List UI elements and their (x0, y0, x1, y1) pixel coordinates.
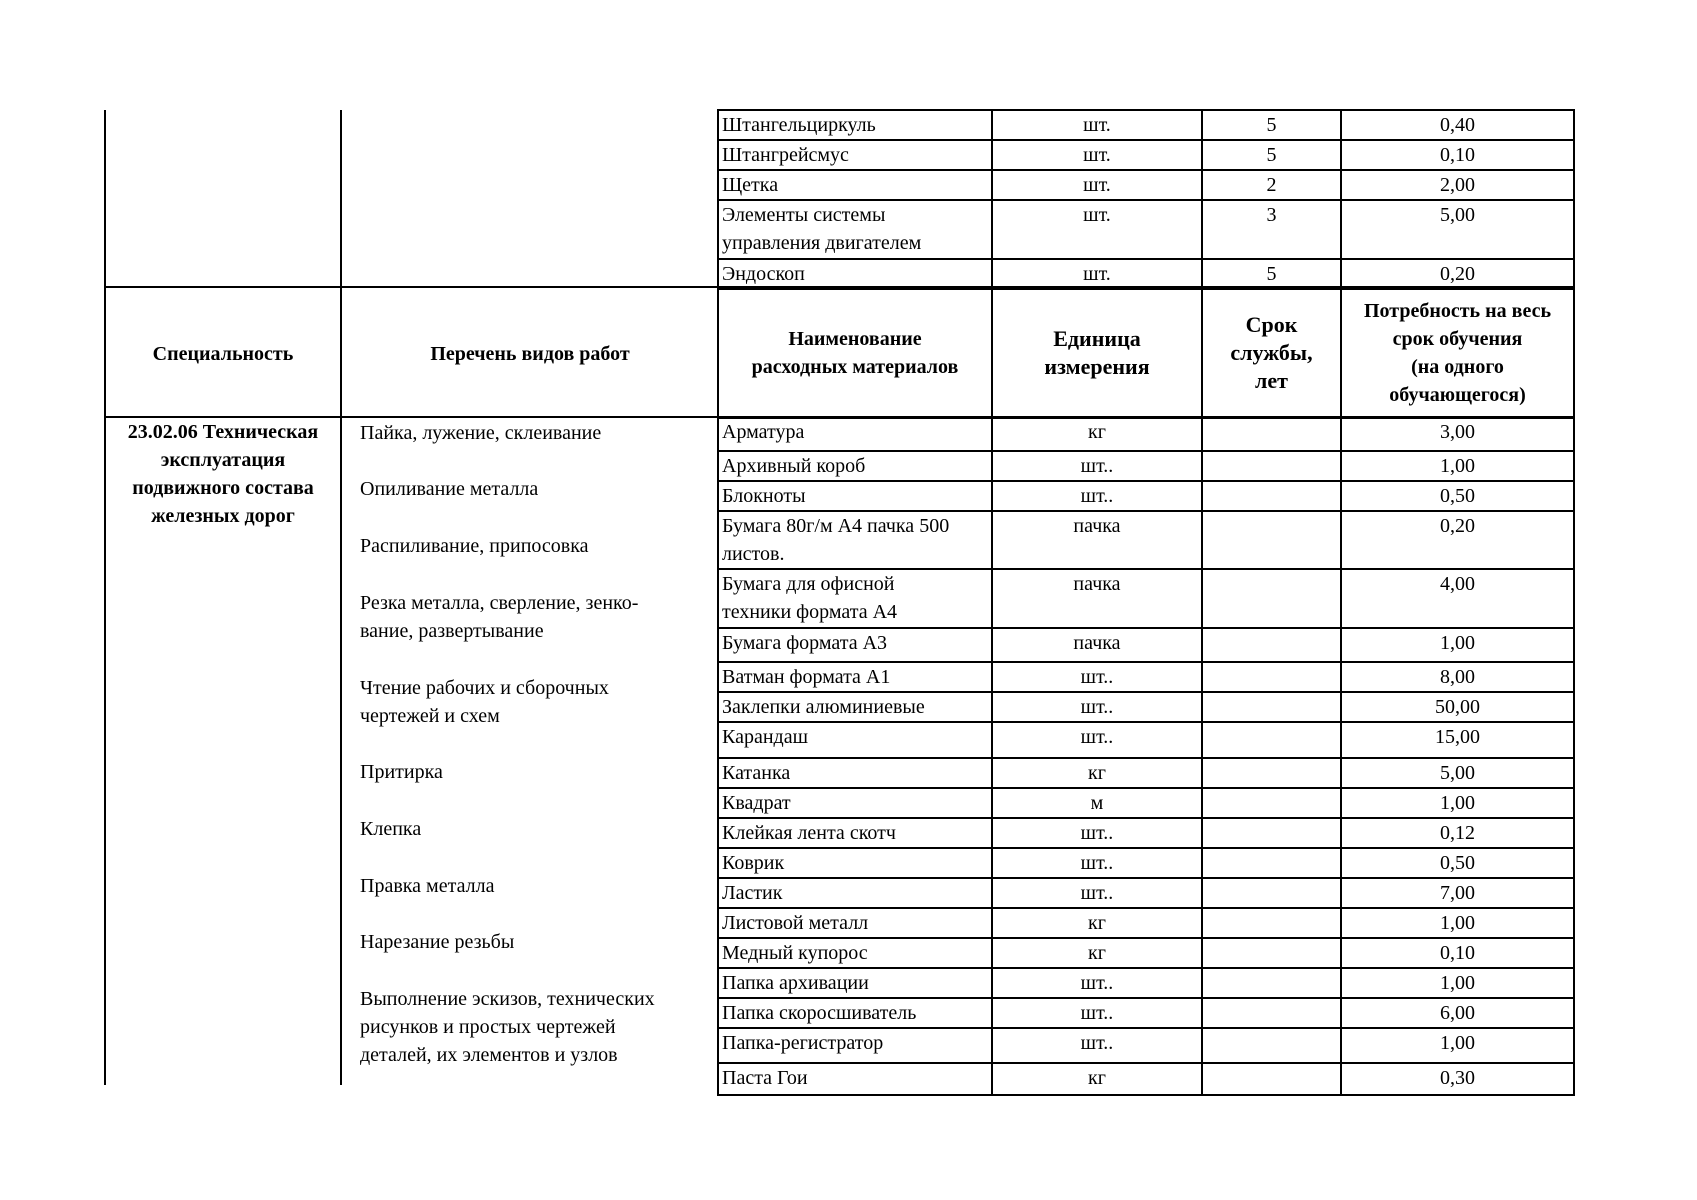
table-row (718, 818, 1574, 848)
life-cell: 2 (1202, 170, 1341, 200)
need-cell: 7,00 (1341, 878, 1574, 908)
life-cell (1202, 722, 1341, 758)
header-need (1341, 287, 1574, 418)
table-row (718, 417, 1574, 451)
header-specialty: Специальность (152, 343, 294, 365)
header-material (718, 287, 992, 418)
material-name: Заклепки алюминиевые (718, 692, 992, 722)
table-row (718, 140, 1574, 170)
unit-cell: шт. (992, 259, 1202, 289)
header-row (718, 287, 1574, 418)
material-name: Архивный короб (718, 451, 992, 481)
header-need-line: (на одного (1411, 355, 1504, 378)
work-item: Выполнение эскизов, технических (360, 988, 655, 1010)
material-name: Эндоскоп (718, 259, 992, 289)
table-row (718, 481, 1574, 511)
material-name (718, 569, 992, 628)
work-item: чертежей и схем (360, 705, 500, 727)
material-name: Штангрейсмус (718, 140, 992, 170)
need-cell: 6,00 (1341, 998, 1574, 1028)
work-item: Чтение рабочих и сборочных (360, 677, 609, 699)
specialty-cell (106, 418, 340, 530)
header-top-border-left (104, 286, 718, 288)
unit-cell: пачка (992, 628, 1202, 662)
table-row (718, 259, 1574, 289)
material-name: Клейкая лента скотч (718, 818, 992, 848)
unit-cell: шт.. (992, 481, 1202, 511)
unit-cell: шт.. (992, 848, 1202, 878)
life-cell (1202, 481, 1341, 511)
life-cell: 5 (1202, 110, 1341, 140)
table-row (718, 170, 1574, 200)
table-row (718, 110, 1574, 140)
table-row (718, 569, 1574, 628)
specialty-line: 23.02.06 Техническая (127, 421, 319, 443)
need-cell: 4,00 (1341, 569, 1574, 628)
table-row (718, 511, 1574, 569)
table-row (718, 1028, 1574, 1063)
material-name-line: техники формата А4 (722, 601, 898, 623)
need-cell: 0,20 (1341, 259, 1574, 289)
material-name: Карандаш (718, 722, 992, 758)
work-item: Нарезание резьбы (360, 931, 515, 953)
header-need-line: обучающегося) (1389, 383, 1526, 406)
life-cell (1202, 788, 1341, 818)
unit-cell: кг (992, 1063, 1202, 1095)
need-cell: 0,12 (1341, 818, 1574, 848)
unit-cell: шт. (992, 140, 1202, 170)
life-cell (1202, 908, 1341, 938)
work-item: Притирка (360, 761, 443, 783)
unit-cell: кг (992, 758, 1202, 788)
need-cell: 0,10 (1341, 140, 1574, 170)
life-cell (1202, 998, 1341, 1028)
need-cell: 0,50 (1341, 848, 1574, 878)
work-item: вание, развертывание (360, 620, 544, 642)
table-row (718, 451, 1574, 481)
table-row (718, 758, 1574, 788)
work-item: Опиливание металла (360, 478, 539, 500)
unit-cell: кг (992, 938, 1202, 968)
unit-cell: шт.. (992, 692, 1202, 722)
header-life-line: службы, (1230, 339, 1313, 365)
life-cell (1202, 758, 1341, 788)
material-name-line: Бумага 80г/м А4 пачка 500 (722, 515, 950, 537)
unit-cell: шт.. (992, 968, 1202, 998)
table-row (718, 848, 1574, 878)
need-cell: 1,00 (1341, 1028, 1574, 1063)
material-name: Блокноты (718, 481, 992, 511)
work-item: Правка металла (360, 875, 495, 897)
material-name-line: Элементы системы (722, 204, 886, 226)
table-left-border (104, 110, 106, 1085)
life-cell (1202, 569, 1341, 628)
life-cell: 5 (1202, 259, 1341, 289)
work-item: Клепка (360, 818, 422, 840)
life-cell (1202, 511, 1341, 569)
need-cell: 0,30 (1341, 1063, 1574, 1095)
need-cell: 3,00 (1341, 417, 1574, 451)
unit-cell: пачка (992, 511, 1202, 569)
life-cell (1202, 878, 1341, 908)
need-cell: 8,00 (1341, 662, 1574, 692)
header-need-line: срок обучения (1392, 327, 1523, 350)
specialty-line: железных дорог (151, 505, 295, 527)
table-row (718, 200, 1574, 259)
material-name: Квадрат (718, 788, 992, 818)
need-cell: 1,00 (1341, 968, 1574, 998)
need-cell: 0,50 (1341, 481, 1574, 511)
material-name: Листовой металл (718, 908, 992, 938)
table-row (718, 662, 1574, 692)
material-name: Ластик (718, 878, 992, 908)
unit-cell: шт.. (992, 1028, 1202, 1063)
life-cell: 5 (1202, 140, 1341, 170)
header-unit (992, 287, 1202, 418)
material-name: Катанка (718, 758, 992, 788)
material-name: Папка архивации (718, 968, 992, 998)
unit-cell: кг (992, 417, 1202, 451)
material-name: Штангельциркуль (718, 110, 992, 140)
life-cell (1202, 1028, 1341, 1063)
need-cell: 0,10 (1341, 938, 1574, 968)
header-life (1202, 287, 1341, 418)
need-cell: 5,00 (1341, 200, 1574, 259)
need-cell: 1,00 (1341, 908, 1574, 938)
material-name-line: Бумага для офисной (722, 573, 895, 595)
table-row (718, 628, 1574, 662)
life-cell (1202, 1063, 1341, 1095)
header-need-line: Потребность на весь (1363, 299, 1552, 322)
unit-cell: м (992, 788, 1202, 818)
life-cell (1202, 848, 1341, 878)
work-item: Распиливание, припосовка (360, 535, 589, 557)
header-works: Перечень видов работ (430, 343, 630, 365)
table-row (718, 722, 1574, 758)
material-name (718, 200, 992, 259)
table-row (718, 938, 1574, 968)
header-unit-line: измерения (1044, 353, 1150, 379)
need-cell: 2,00 (1341, 170, 1574, 200)
material-name: Бумага формата А3 (718, 628, 992, 662)
life-cell (1202, 662, 1341, 692)
continued-materials-table (717, 109, 1575, 290)
work-item: деталей, их элементов и узлов (360, 1044, 618, 1066)
material-name-line: листов. (722, 543, 785, 565)
material-name: Медный купорос (718, 938, 992, 968)
column-divider-1 (340, 110, 342, 1085)
table-row (718, 908, 1574, 938)
material-name: Коврик (718, 848, 992, 878)
material-name: Папка-регистратор (718, 1028, 992, 1063)
header-life-line: лет (1255, 367, 1288, 393)
life-cell (1202, 938, 1341, 968)
need-cell: 1,00 (1341, 788, 1574, 818)
material-name: Папка скоросшиватель (718, 998, 992, 1028)
material-name-line: управления двигателем (722, 232, 922, 254)
header-material-line: Наименование (788, 327, 922, 350)
header-life-line: Срок (1245, 311, 1298, 337)
life-cell (1202, 692, 1341, 722)
unit-cell: шт. (992, 170, 1202, 200)
table-row (718, 692, 1574, 722)
work-item: Резка металла, сверление, зенко- (360, 592, 639, 614)
header-table (717, 286, 1575, 419)
table-row (718, 998, 1574, 1028)
need-cell: 1,00 (1341, 451, 1574, 481)
table-row (718, 968, 1574, 998)
material-name (718, 511, 992, 569)
unit-cell: шт.. (992, 998, 1202, 1028)
header-unit-line: Единица (1053, 325, 1141, 351)
life-cell: 3 (1202, 200, 1341, 259)
unit-cell: шт.. (992, 818, 1202, 848)
life-cell (1202, 417, 1341, 451)
material-name: Ватман формата А1 (718, 662, 992, 692)
life-cell (1202, 628, 1341, 662)
table-row (718, 1063, 1574, 1095)
life-cell (1202, 451, 1341, 481)
unit-cell: шт. (992, 200, 1202, 259)
need-cell: 15,00 (1341, 722, 1574, 758)
unit-cell: кг (992, 908, 1202, 938)
table-row (718, 878, 1574, 908)
work-item: рисунков и простых чертежей (360, 1016, 616, 1038)
material-name: Паста Гои (718, 1063, 992, 1095)
unit-cell: шт.. (992, 722, 1202, 758)
need-cell: 50,00 (1341, 692, 1574, 722)
unit-cell: пачка (992, 569, 1202, 628)
material-name: Щетка (718, 170, 992, 200)
specialty-line: подвижного состава (132, 477, 314, 499)
need-cell: 1,00 (1341, 628, 1574, 662)
material-name: Арматура (718, 417, 992, 451)
work-item: Пайка, лужение, склеивание (360, 422, 602, 444)
materials-table (717, 416, 1575, 1096)
unit-cell: шт. (992, 110, 1202, 140)
header-material-line: расходных материалов (751, 355, 959, 378)
need-cell: 0,40 (1341, 110, 1574, 140)
table-row (718, 788, 1574, 818)
unit-cell: шт.. (992, 451, 1202, 481)
life-cell (1202, 818, 1341, 848)
need-cell: 0,20 (1341, 511, 1574, 569)
specialty-line: эксплуатация (160, 449, 286, 471)
need-cell: 5,00 (1341, 758, 1574, 788)
unit-cell: шт.. (992, 878, 1202, 908)
unit-cell: шт.. (992, 662, 1202, 692)
life-cell (1202, 968, 1341, 998)
